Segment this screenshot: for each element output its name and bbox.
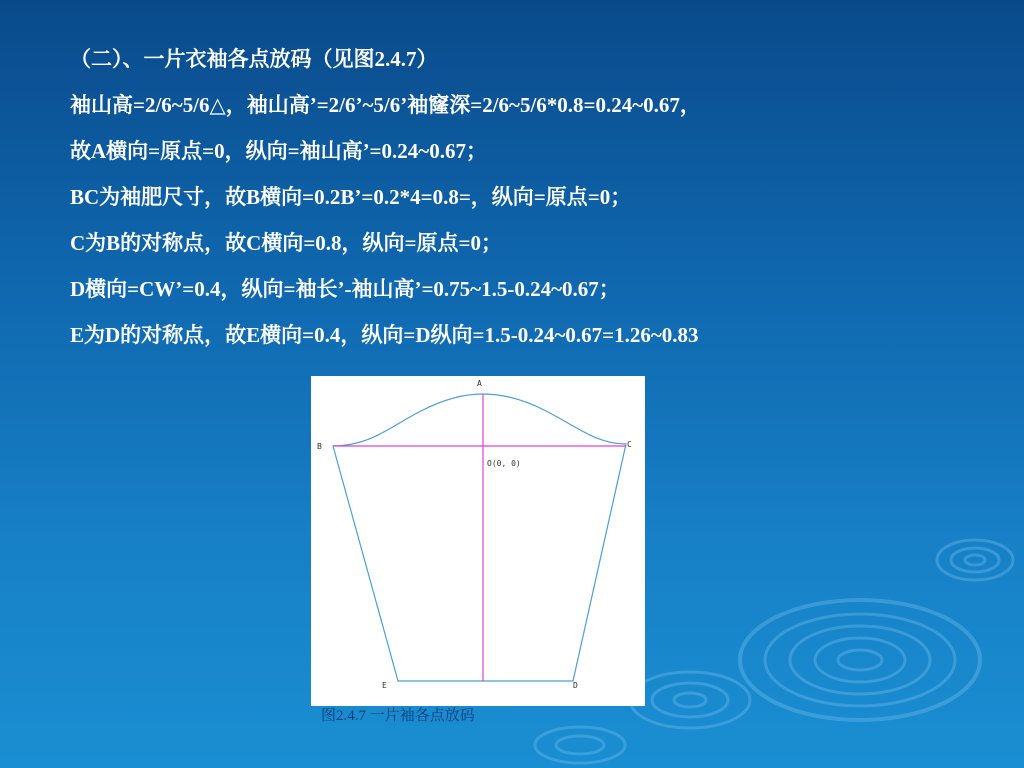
figure-caption: 图2.4.7 一片袖各点放码 (321, 708, 475, 724)
text-line-point-e: E为D的对称点，故E横向=0.4，纵向=D纵向=1.5-0.24~0.67=1.26~0.83 (70, 323, 699, 347)
section-heading: （二）、一片衣袖各点放码（见图2.4.7） (70, 47, 438, 71)
label-point-a: A (477, 379, 482, 388)
text-line-point-a: 故A横向=原点=0，纵向=袖山高’=0.24~0.67； (70, 139, 487, 163)
sleeve-pattern-figure (311, 376, 645, 706)
explanation-text-block (70, 36, 1010, 358)
text-line-sleeve-cap-height: 袖山高=2/6~5/6△，袖山高’=2/6’~5/6’袖窿深=2/6~5/6*0.8=0.24~0.67， (70, 93, 701, 117)
label-point-c: C (627, 440, 632, 449)
label-origin: O(0, 0) (487, 459, 521, 468)
text-line-point-d: D横向=CW’=0.4，纵向=袖长’-袖山高’=0.75~1.5-0.24~0.67； (70, 277, 620, 301)
label-point-d: D (573, 681, 578, 690)
label-point-b: B (317, 442, 322, 451)
label-point-e: E (382, 681, 387, 690)
sleeve-outline (333, 394, 626, 681)
text-line-point-b: BC为袖肥尺寸，故B横向=0.2B’=0.2*4=0.8=，纵向=原点=0； (70, 185, 632, 209)
text-line-point-c: C为B的对称点，故C横向=0.8，纵向=原点=0； (70, 231, 502, 255)
